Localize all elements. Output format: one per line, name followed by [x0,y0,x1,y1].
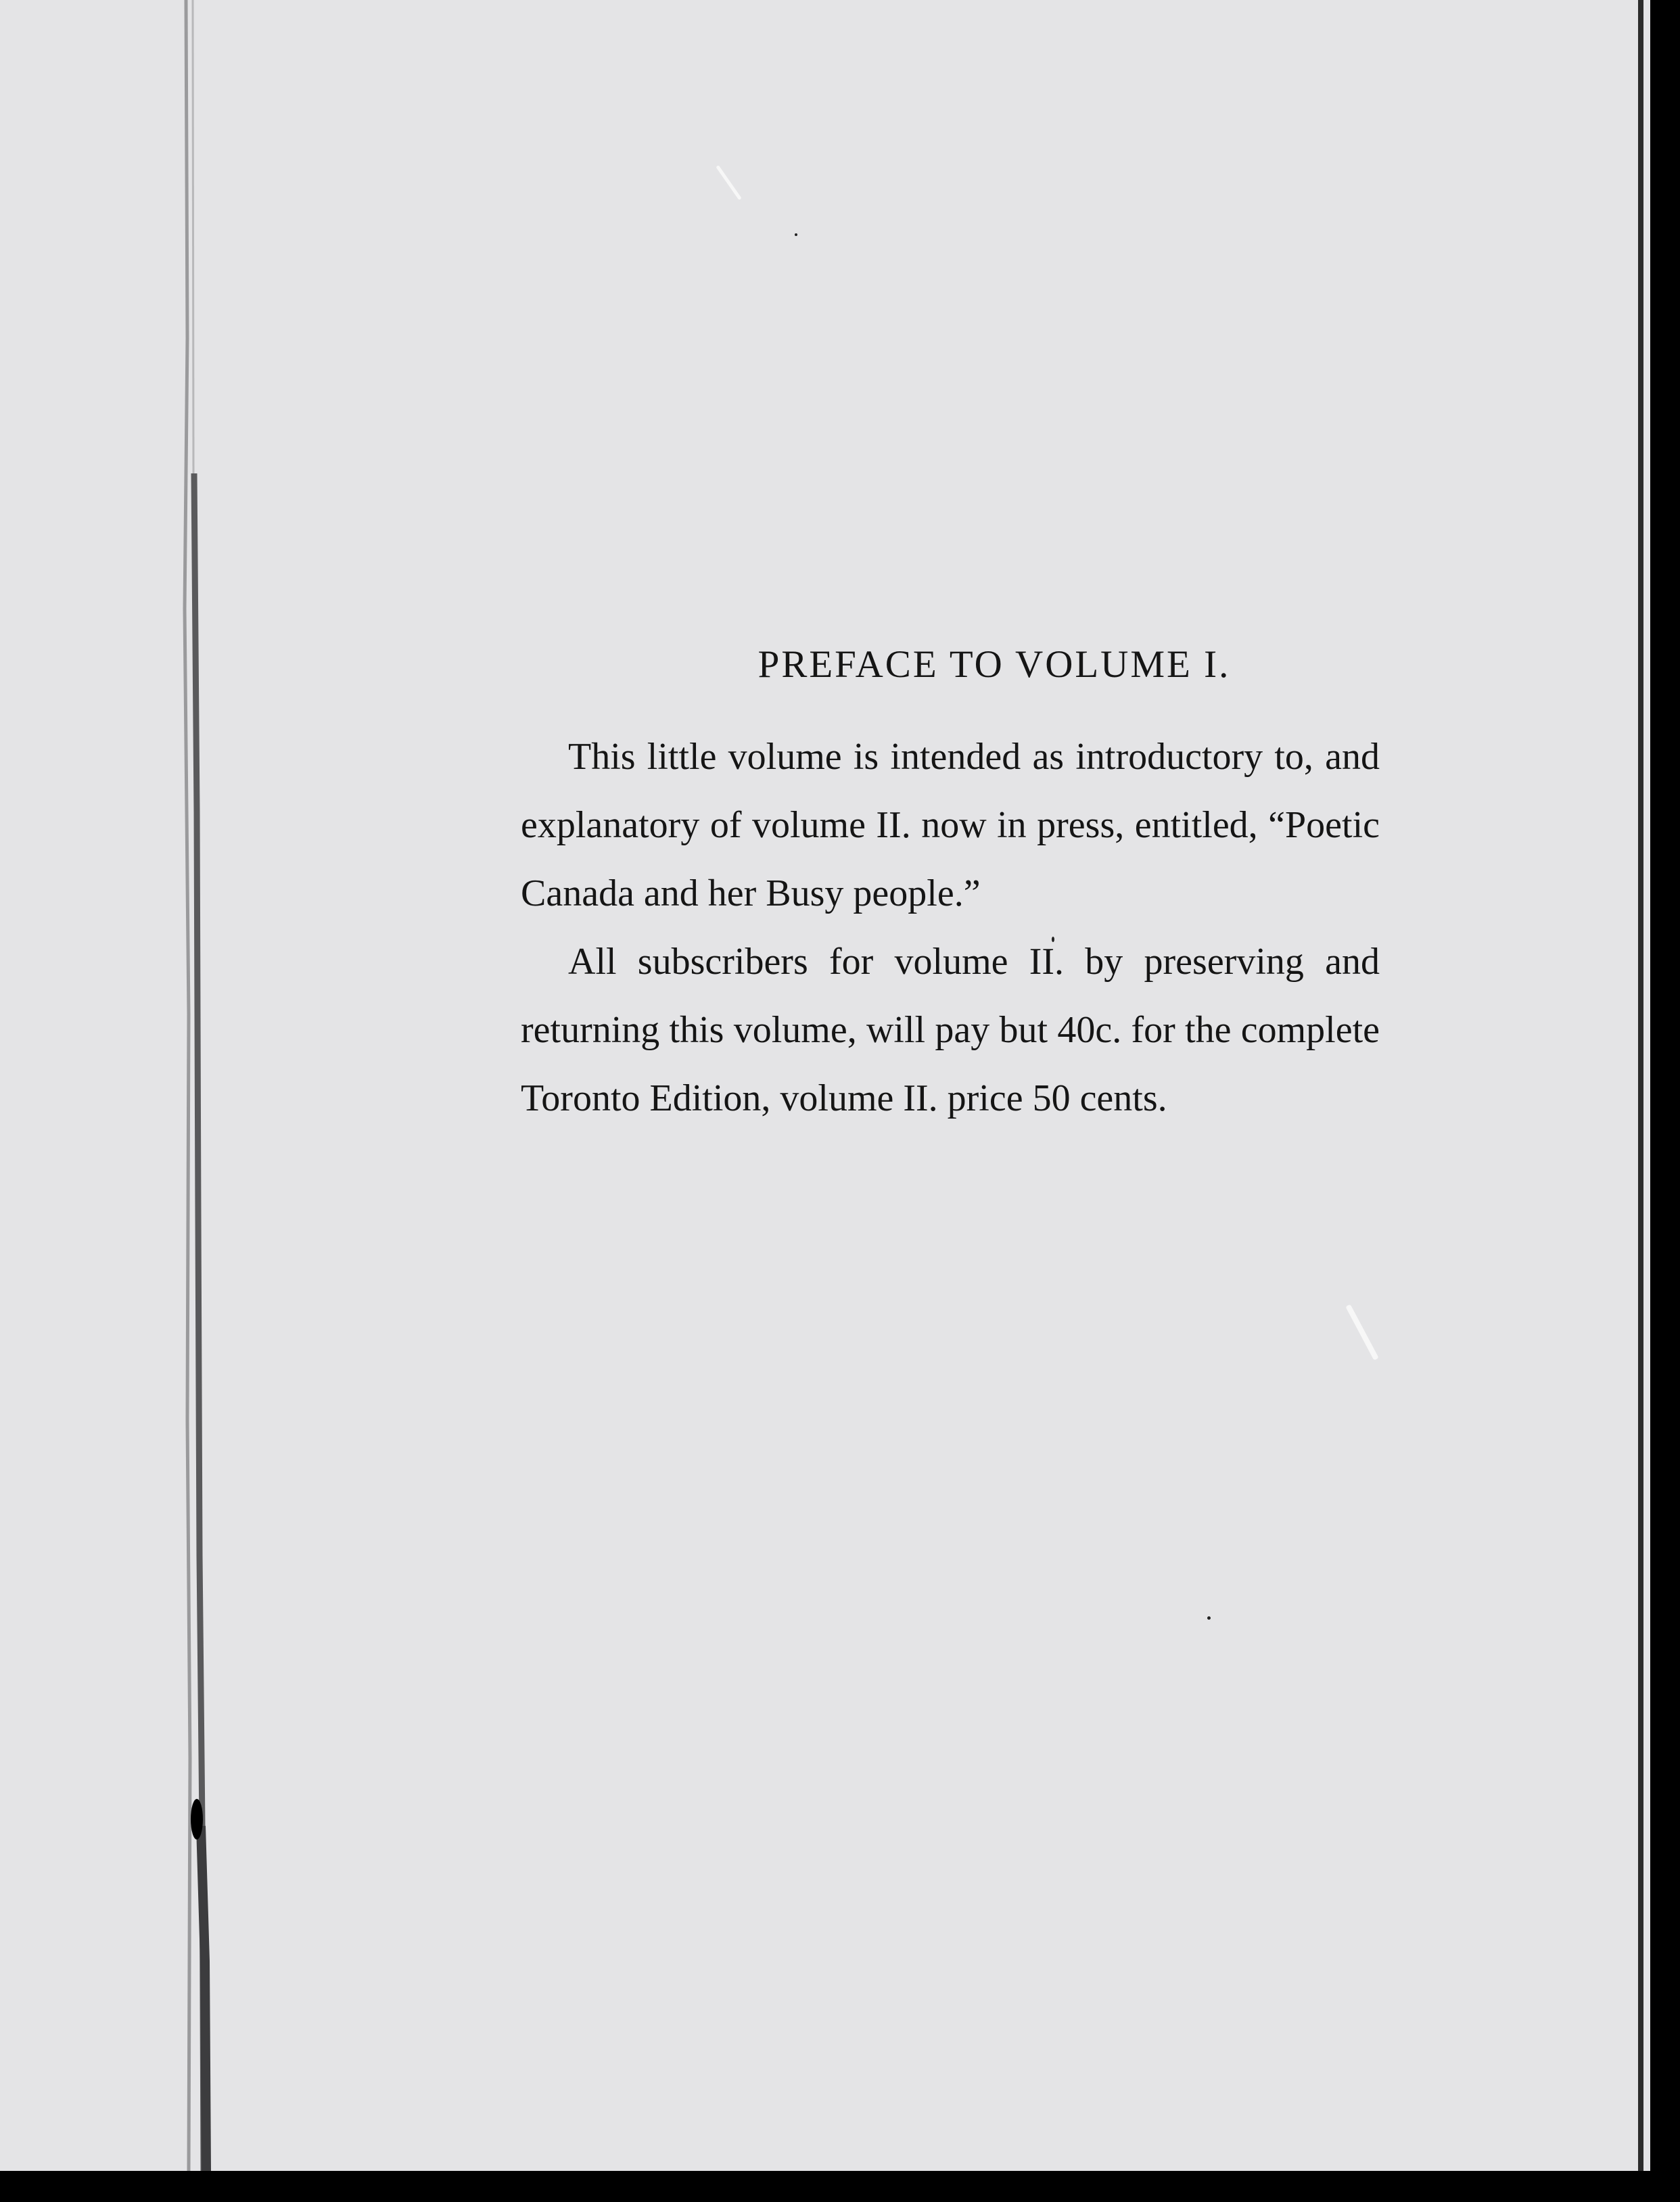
paper-scuff [1345,1304,1378,1360]
preface-heading: PREFACE TO VOLUME I. [757,643,1231,686]
paper-speck [1207,1616,1211,1620]
preface-paragraph: All subscribers for volume II. by preserving and returning this volume, will pay but 40c. for the complete Toronto Edition, volume II. price 50 cents. [521,941,1380,1119]
paper-speck [795,233,797,236]
paper-scuff [716,165,742,200]
preface-paragraph: This little volume is intended as introductory to, and explanatory of volume II. now in press, entitled, “Poetic Canada and her Busy people.” [521,736,1380,914]
preface-text-block [521,642,1380,1133]
binding-fold [172,0,213,2171]
page-edge-shadow [1638,0,1643,2171]
